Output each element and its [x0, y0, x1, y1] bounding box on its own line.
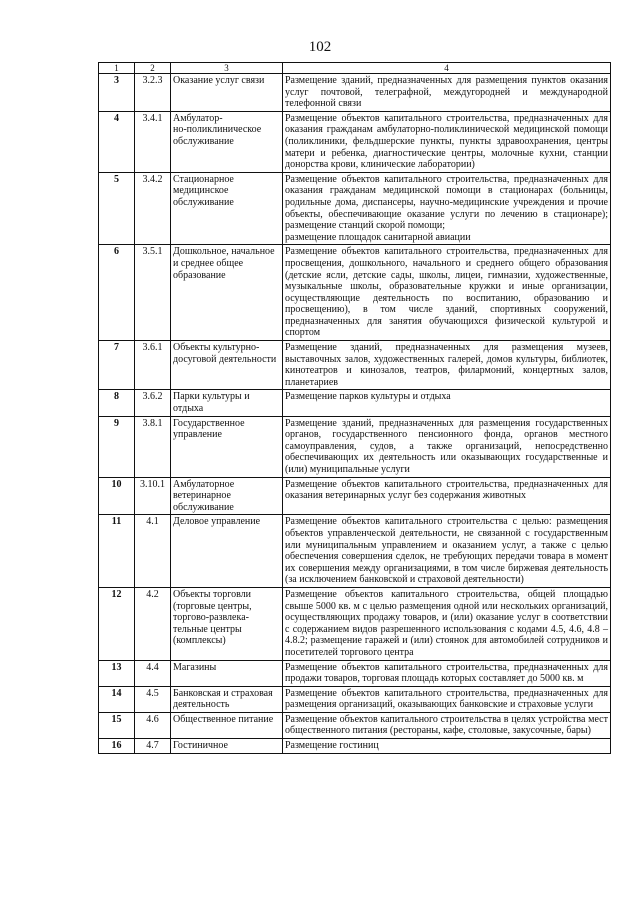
header-col-1: 1	[99, 63, 135, 74]
table-row	[99, 390, 611, 416]
row-description: Размещение объектов капитального строительства, общей площадью свыше 5000 кв. м с целью размещения одной или нескольких организаций, осуществляющих продажу товаров, и (или) оказание услуг в соответствии с содержанием видов разрешенного использования с кодами 4.5, 4.6, 4.8 – 4.8.2; размещение гаражей и (или) стоянок для автомобилей сотрудников и посетителей торгового центра	[283, 587, 611, 660]
table-row	[99, 477, 611, 515]
row-code: 3.8.1	[135, 416, 171, 477]
row-number: 11	[99, 515, 135, 588]
row-number: 15	[99, 712, 135, 738]
table-row	[99, 587, 611, 660]
row-code: 3.2.3	[135, 74, 171, 112]
table-row	[99, 515, 611, 588]
row-code: 3.6.2	[135, 390, 171, 416]
row-code: 4.5	[135, 686, 171, 712]
table-row	[99, 712, 611, 738]
row-number: 3	[99, 74, 135, 112]
row-use-name: Деловое управление	[171, 515, 283, 588]
row-description: Размещение гостиниц	[283, 739, 611, 754]
row-use-name: Объекты культурно-досуговой деятельности	[171, 341, 283, 390]
row-description: Размещение парков культуры и отдыха	[283, 390, 611, 416]
table-row	[99, 341, 611, 390]
row-description: Размещение объектов капитального строительства, предназначенных для продажи товаров, торговая площадь которых составляет до 5000 кв. м	[283, 660, 611, 686]
row-use-name: Амбулаторное ветеринарное обслуживание	[171, 477, 283, 515]
header-col-4: 4	[283, 63, 611, 74]
row-number: 5	[99, 172, 135, 245]
row-number: 14	[99, 686, 135, 712]
row-use-name: Объекты торговли (торговые центры, торгово-развлека-тельные центры (комплексы)	[171, 587, 283, 660]
row-code: 3.10.1	[135, 477, 171, 515]
row-description: Размещение зданий, предназначенных для размещения государственных органов, государственного пенсионного фонда, органов местного самоуправления, судов, а также организаций, непосредственно обеспечивающих их деятельность или оказывающих государственные и (или) муниципальные услуги	[283, 416, 611, 477]
row-code: 4.4	[135, 660, 171, 686]
row-use-name: Амбулатор- но-поликлиническое обслуживание	[171, 111, 283, 172]
row-number: 6	[99, 245, 135, 341]
row-use-name: Стационарное медицинское обслуживание	[171, 172, 283, 245]
row-use-name: Банковская и страховая деятельность	[171, 686, 283, 712]
row-code: 3.5.1	[135, 245, 171, 341]
header-col-2: 2	[135, 63, 171, 74]
table-row	[99, 111, 611, 172]
table-row	[99, 245, 611, 341]
table-row	[99, 74, 611, 112]
row-number: 8	[99, 390, 135, 416]
row-use-name: Оказание услуг связи	[171, 74, 283, 112]
row-code: 4.7	[135, 739, 171, 754]
land-use-table	[98, 62, 611, 754]
row-use-name: Дошкольное, начальное и среднее общее образование	[171, 245, 283, 341]
row-code: 3.4.2	[135, 172, 171, 245]
row-use-name: Государственное управление	[171, 416, 283, 477]
row-code: 3.6.1	[135, 341, 171, 390]
table-row	[99, 686, 611, 712]
row-use-name: Гостиничное	[171, 739, 283, 754]
table-row	[99, 416, 611, 477]
row-number: 13	[99, 660, 135, 686]
row-description: Размещение объектов капитального строительства, предназначенных для оказания гражданам амбулаторно-поликлинической медицинской помощи (поликлиники, фельдшерские пункты, пункты здравоохранения, центры матери и ребенка, диагностические центры, молочные кухни, станции донорства крови, клинические лаборатории)	[283, 111, 611, 172]
row-number: 12	[99, 587, 135, 660]
row-use-name: Магазины	[171, 660, 283, 686]
table-row	[99, 172, 611, 245]
table-row	[99, 739, 611, 754]
table-header-row	[99, 63, 611, 74]
row-description: Размещение объектов капитального строительства, предназначенных для просвещения, дошкольного, начального и среднего общего образования (детские ясли, детские сады, школы, лицеи, гимназии, художественные, музыкальные школы, образовательные кружки и иные организации, осуществляющие деятельность по воспитанию, образованию и просвещению), в том числе зданий, спортивных сооружений, предназначенных для занятия обучающихся физической культурой и спортом	[283, 245, 611, 341]
row-number: 4	[99, 111, 135, 172]
row-code: 4.2	[135, 587, 171, 660]
row-description: Размещение зданий, предназначенных для размещения музеев, выставочных залов, художественных галерей, домов культуры, библиотек, кинотеатров и кинозалов, театров, филармоний, концертных залов, планетариев	[283, 341, 611, 390]
row-number: 10	[99, 477, 135, 515]
table-row	[99, 660, 611, 686]
row-description: Размещение объектов капитального строительства в целях устройства мест общественного питания (рестораны, кафе, столовые, закусочные, бары)	[283, 712, 611, 738]
row-code: 4.1	[135, 515, 171, 588]
row-number: 16	[99, 739, 135, 754]
page-number: 102	[308, 39, 332, 55]
row-description: Размещение объектов капитального строительства с целью: размещения объектов управленческой деятельности, не связанной с государственным или муниципальным управлением и оказанием услуг, а также с целью обеспечения совершения сделок, не требующих передачи товара в момент их совершения между организациями, в том числе биржевая деятельность (за исключением банковской и страховой деятельности)	[283, 515, 611, 588]
row-number: 9	[99, 416, 135, 477]
row-description: Размещение объектов капитального строительства, предназначенных для оказания гражданам медицинской помощи в стационарах (больницы, родильные дома, диспансеры, научно-медицинские учреждения и прочие объекты, обеспечивающие оказание услуги по лечению в стационаре); размещение станций скорой помощи; размещение площадок санитарной авиации	[283, 172, 611, 245]
row-description: Размещение зданий, предназначенных для размещения пунктов оказания услуг почтовой, телеграфной, междугородней и международной телефонной связи	[283, 74, 611, 112]
row-use-name: Парки культуры и отдыха	[171, 390, 283, 416]
header-col-3: 3	[171, 63, 283, 74]
row-code: 4.6	[135, 712, 171, 738]
row-description: Размещение объектов капитального строительства, предназначенных для оказания ветеринарных услуг без содержания животных	[283, 477, 611, 515]
row-code: 3.4.1	[135, 111, 171, 172]
row-use-name: Общественное питание	[171, 712, 283, 738]
row-description: Размещение объектов капитального строительства, предназначенных для размещения организаций, оказывающих банковские и страховые услуги	[283, 686, 611, 712]
row-number: 7	[99, 341, 135, 390]
